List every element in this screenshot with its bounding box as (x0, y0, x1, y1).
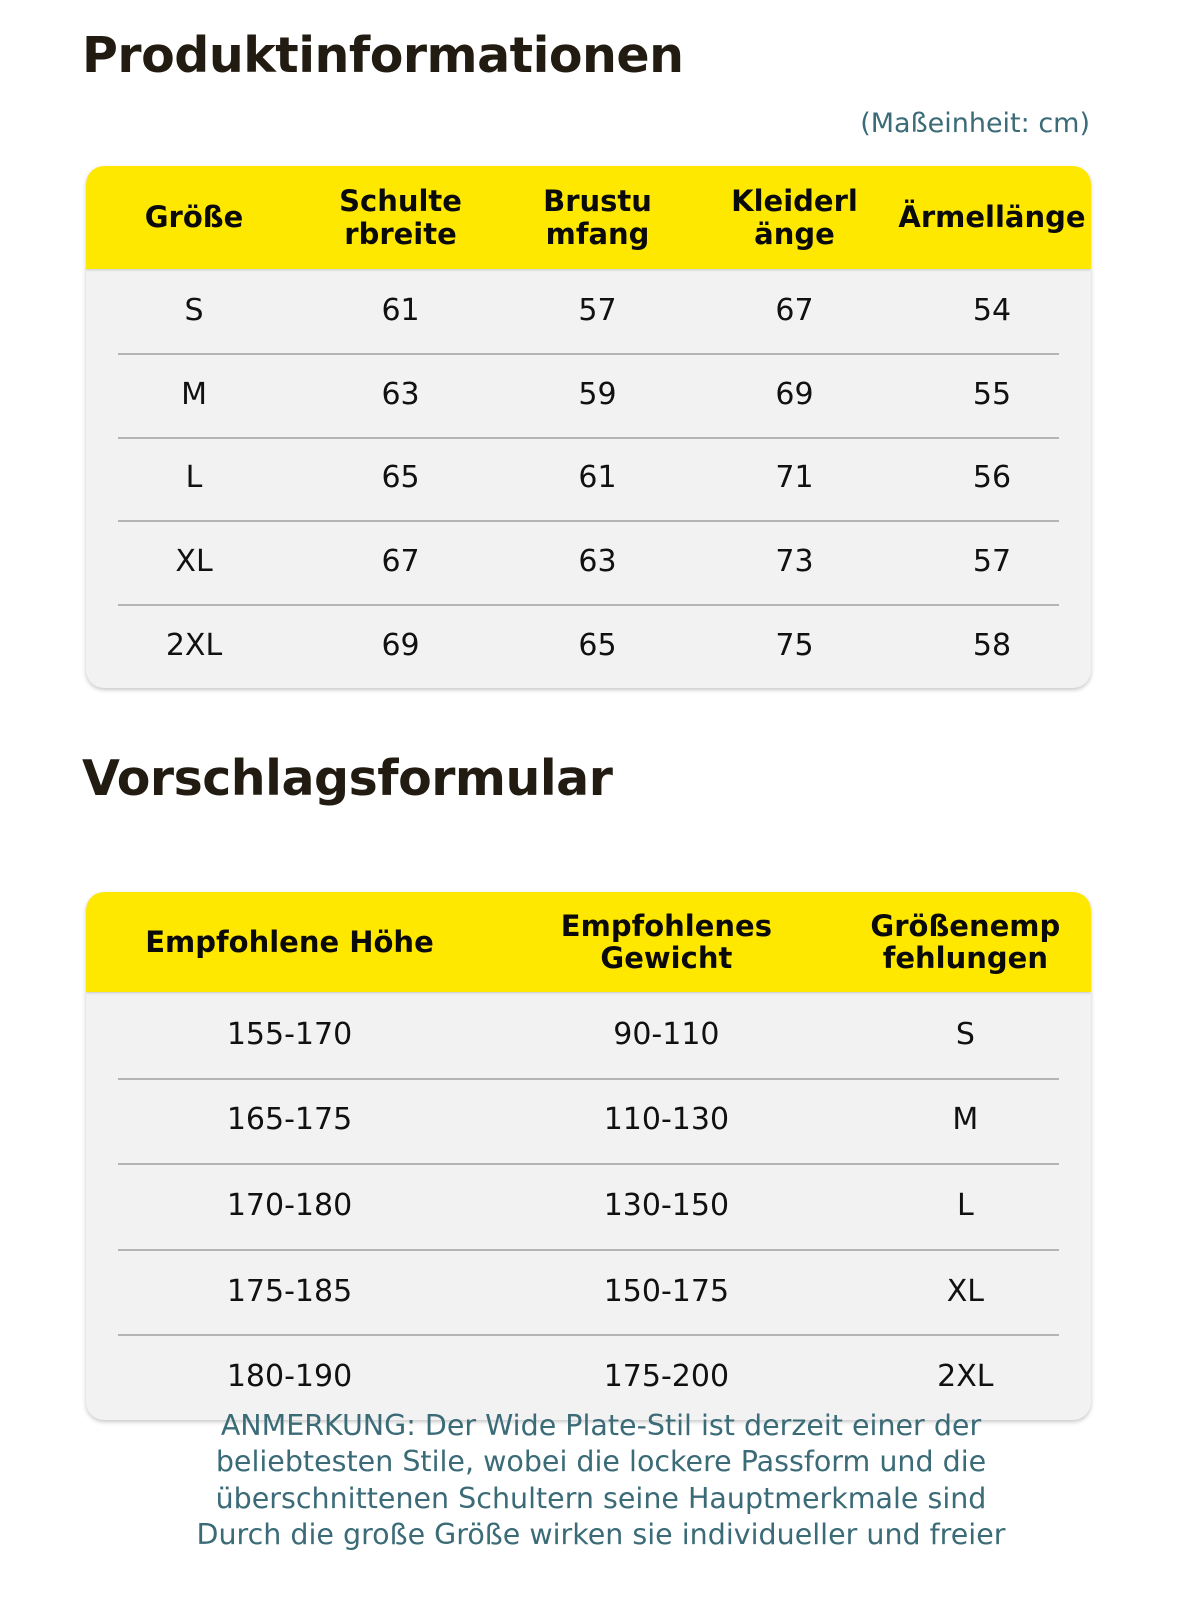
cell-length: 71 (775, 460, 814, 496)
cell-chest: 63 (578, 544, 617, 580)
size-chart-header-shoulder: Schulte rbreite (339, 184, 462, 251)
fit-table-header-row (86, 892, 1091, 992)
cell-weight: 150-175 (603, 1273, 730, 1309)
size-chart-header-row (86, 166, 1091, 269)
note-line-3: überschnittenen Schultern seine Hauptmerkmale sind (215, 1481, 987, 1515)
cell-weight: 90-110 (613, 1016, 720, 1052)
cell-height: 170-180 (226, 1187, 353, 1223)
table-row (86, 604, 1091, 688)
cell-size: 2XL (165, 628, 223, 664)
cell-length: 75 (775, 628, 814, 664)
cell-size: XL (175, 544, 213, 580)
cell-size: M (181, 376, 207, 412)
cell-height: 180-190 (226, 1359, 353, 1395)
cell-shoulder: 61 (381, 292, 420, 328)
cell-length: 69 (775, 376, 814, 412)
cell-shoulder: 63 (381, 376, 420, 412)
table-row (86, 269, 1091, 353)
cell-weight: 175-200 (603, 1359, 730, 1395)
table-row (86, 353, 1091, 437)
table-row (86, 1163, 1091, 1249)
table-row (86, 1078, 1091, 1164)
size-chart-header-chest: Brustu mfang (543, 184, 652, 251)
cell-length: 67 (775, 292, 814, 328)
fit-table-body (86, 992, 1091, 1420)
cell-size: S (184, 292, 204, 328)
cell-recommended: L (957, 1187, 974, 1223)
cell-height: 165-175 (226, 1102, 353, 1138)
cell-recommended: S (955, 1016, 975, 1052)
product-note (96, 1408, 1106, 1554)
measurement-unit-label: (Maßeinheit: cm) (860, 108, 1090, 139)
size-chart-body (86, 269, 1091, 688)
cell-chest: 57 (578, 292, 617, 328)
cell-sleeve: 58 (972, 628, 1012, 664)
cell-sleeve: 56 (972, 460, 1012, 496)
cell-height: 155-170 (226, 1016, 353, 1052)
cell-height: 175-185 (226, 1273, 353, 1309)
page-title-product-information: Produktinformationen (82, 27, 684, 84)
fit-table-header-height: Empfohlene Höhe (145, 924, 434, 959)
cell-sleeve: 54 (972, 292, 1012, 328)
cell-recommended: M (952, 1102, 979, 1138)
cell-sleeve: 55 (972, 376, 1012, 412)
cell-recommended: 2XL (937, 1359, 994, 1395)
cell-sleeve: 57 (972, 544, 1012, 580)
cell-chest: 65 (578, 628, 617, 664)
size-chart-header-size: Größe (144, 200, 244, 235)
size-chart-header-sleeve: Ärmellänge (898, 200, 1086, 235)
table-row (86, 1249, 1091, 1335)
fit-table-header-weight: Empfohlenes Gewicht (560, 908, 772, 975)
note-line-2: beliebtesten Stile, wobei die lockere Passform und die (215, 1445, 987, 1479)
fit-recommendation-table (86, 892, 1091, 1420)
fit-table-header-recommended: Größenemp fehlungen (870, 908, 1061, 975)
cell-shoulder: 69 (381, 628, 420, 664)
cell-shoulder: 67 (381, 544, 420, 580)
table-row (86, 992, 1091, 1078)
size-chart-table (86, 166, 1091, 688)
cell-chest: 59 (578, 376, 617, 412)
cell-size: L (185, 460, 203, 496)
cell-shoulder: 65 (381, 460, 420, 496)
note-line-4: Durch die große Größe wirken sie individueller und freier (196, 1518, 1006, 1552)
note-line-1: ANMERKUNG: Der Wide Plate-Stil ist derzeit einer der (220, 1409, 982, 1442)
size-chart-header-length: Kleiderl änge (731, 184, 858, 251)
table-row (86, 437, 1091, 521)
table-row (86, 520, 1091, 604)
page-title-suggestion-form: Vorschlagsformular (82, 750, 613, 807)
cell-weight: 110-130 (603, 1102, 730, 1138)
cell-chest: 61 (578, 460, 617, 496)
cell-weight: 130-150 (603, 1187, 730, 1223)
cell-recommended: XL (946, 1273, 984, 1309)
cell-length: 73 (775, 544, 814, 580)
